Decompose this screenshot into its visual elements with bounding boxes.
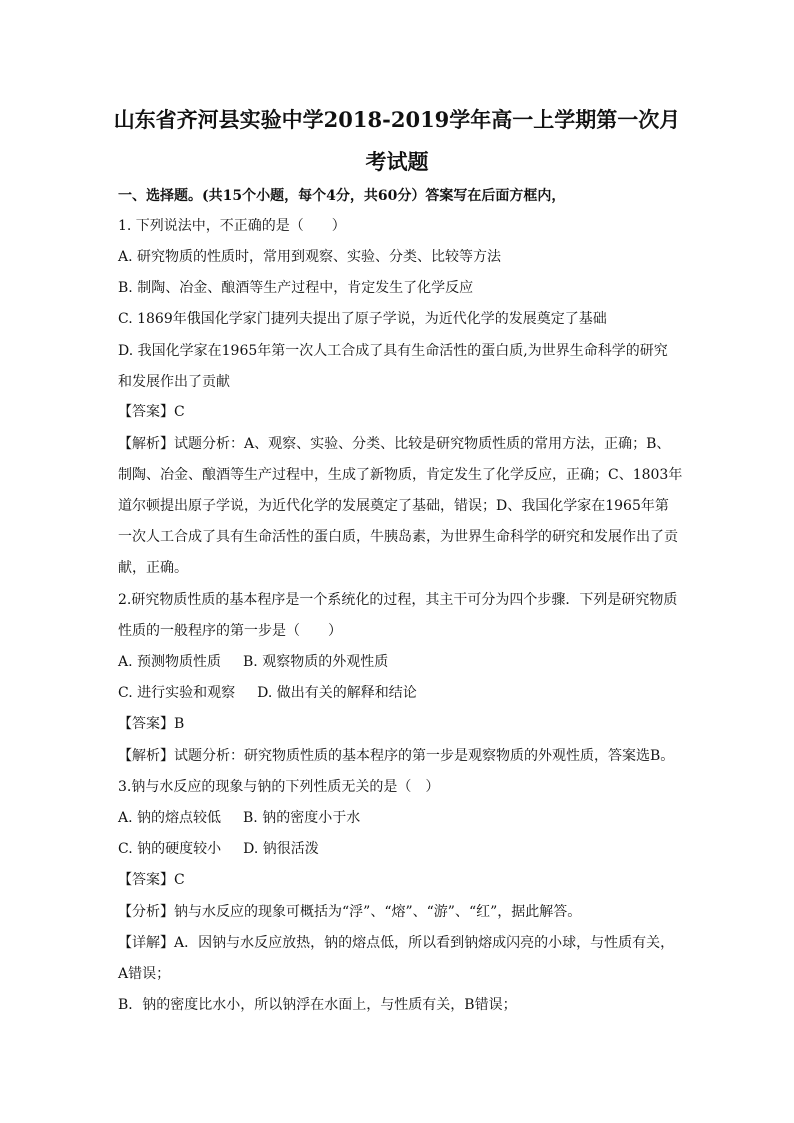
q2-options-row1	[118, 652, 388, 672]
q3-fenxi: 【分析】钠与水反应的现象可概括为“浮”、“熔”、“游”、“红”，据此解答。	[118, 904, 582, 920]
q1-answer: 【答案】C	[118, 404, 185, 420]
q1-stem: 1. 下列说法中，不正确的是（ ）	[118, 218, 346, 234]
q2-options-row2	[118, 683, 417, 703]
q3-options-row1	[118, 808, 360, 828]
q2-option-c: C. 进行实验和观察	[118, 685, 236, 701]
q3-option-a: A. 钠的熔点较低	[118, 810, 222, 826]
q1-option-d: D. 我国化学家在1965年第一次人工合成了具有生命活性的蛋白质,为世界生命科学的研究	[118, 343, 668, 359]
q1-option-a: A. 研究物质的性质时，常用到观察、实验、分类、比较等方法	[118, 249, 502, 265]
q3-option-c: C. 钠的硬度较小	[118, 841, 222, 857]
q3-answer: 【答案】C	[118, 872, 185, 888]
q1-analysis-line5: 献，正确。	[118, 560, 188, 576]
q1-option-d-cont: 和发展作出了贡献	[118, 374, 230, 390]
q1-analysis-line2: 制陶、冶金、酿酒等生产过程中，生成了新物质，肯定发生了化学反应，正确；C、1803年	[118, 467, 683, 483]
q2-stem-line2: 性质的一般程序的第一步是（ ）	[118, 623, 342, 639]
q1-analysis-line3: 道尔顿提出原子学说，为近代化学的发展奠定了基础，错误；D、我国化学家在1965年第	[118, 498, 669, 514]
q1-option-b: B. 制陶、冶金、酿酒等生产过程中，肯定发生了化学反应	[118, 280, 474, 296]
q3-stem: 3.钠与水反应的现象与钠的下列性质无关的是（ ）	[118, 779, 440, 795]
q1-option-c: C. 1869年俄国化学家门捷列夫提出了原子学说，为近代化学的发展奠定了基础	[118, 311, 607, 327]
q2-analysis: 【解析】试题分析：研究物质性质的基本程序的第一步是观察物质的外观性质，答案选B。	[118, 748, 675, 764]
section-heading: 一、选择题。(共15个小题，每个4分，共60分）答案写在后面方框内，	[118, 188, 566, 204]
q2-option-a: A. 预测物质性质	[118, 654, 222, 670]
q3-option-d: D. 钠很活泼	[243, 841, 319, 857]
q3-xiangjie-line3: B．钠的密度比水小，所以钠浮在水面上，与性质有关，B错误；	[118, 997, 517, 1013]
q2-option-d: D. 做出有关的解释和结论	[257, 685, 417, 701]
q2-answer: 【答案】B	[118, 716, 185, 732]
q3-xiangjie-line2: A错误；	[118, 966, 171, 982]
q1-analysis-line4: 一次人工合成了具有生命活性的蛋白质，牛胰岛素，为世界生命科学的研究和发展作出了贡	[118, 529, 678, 545]
exam-title-line2: 考试题	[365, 149, 429, 174]
exam-title-line1: 山东省齐河县实验中学2018-2019学年高一上学期第一次月	[113, 107, 681, 132]
q2-option-b: B. 观察物质的外观性质	[243, 654, 389, 670]
q3-options-row2	[118, 839, 319, 859]
q1-analysis-line1: 【解析】试题分析：A、观察、实验、分类、比较是研究物质性质的常用方法，正确；B、	[118, 436, 671, 452]
q3-xiangjie-line1: 【详解】A．因钠与水反应放热，钠的熔点低，所以看到钠熔成闪亮的小球，与性质有关，	[118, 935, 675, 951]
q3-option-b: B. 钠的密度小于水	[243, 810, 361, 826]
q2-stem-line1: 2.研究物质性质的基本程序是一个系统化的过程，其主干可分为四个步骤．下列是研究物质	[118, 592, 678, 608]
